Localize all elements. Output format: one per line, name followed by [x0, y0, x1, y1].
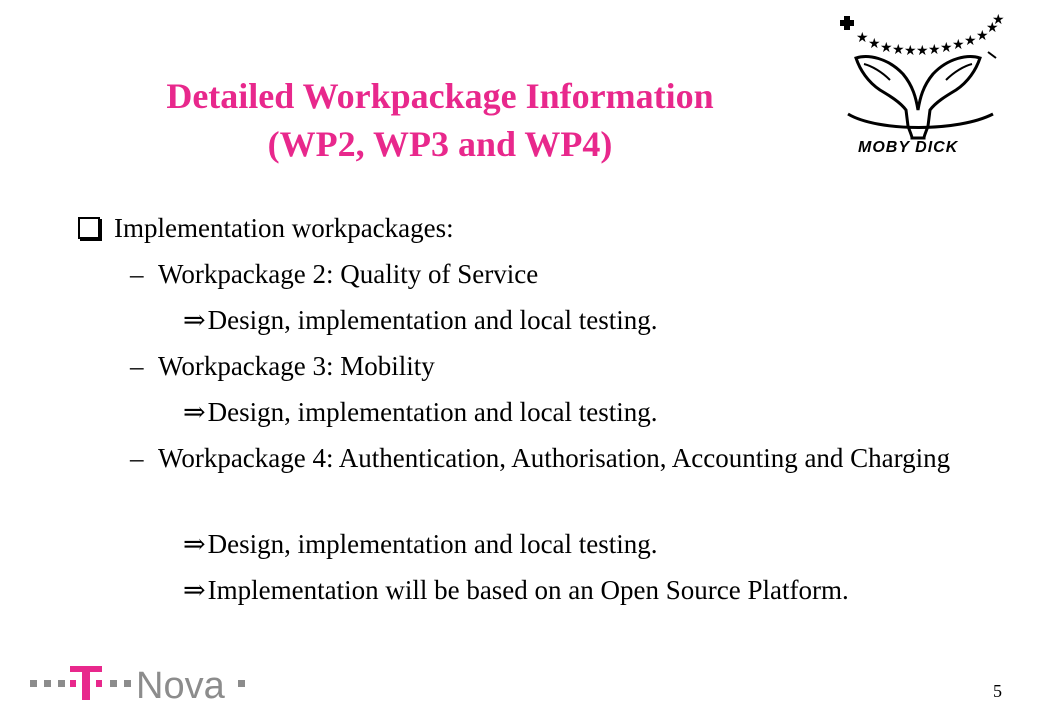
main-bullet	[78, 208, 454, 248]
svg-text:Nova: Nova	[136, 665, 225, 706]
implies-arrow-icon: ⇒	[183, 575, 206, 605]
sub-item	[183, 572, 849, 608]
svg-text:★: ★	[952, 37, 965, 53]
implies-arrow-icon: ⇒	[183, 529, 206, 559]
svg-text:★: ★	[904, 43, 917, 59]
title-line-1: Detailed Workpackage Information	[166, 76, 714, 116]
implies-arrow-icon: ⇒	[183, 397, 206, 427]
dash-marker: –	[130, 259, 144, 289]
list-item-wp4	[130, 440, 990, 476]
svg-text:★: ★	[992, 14, 1005, 28]
title-line-2: (WP2, WP3 and WP4)	[267, 124, 613, 164]
item-text: Workpackage 4: Authentication, Authorisation, Accounting and Charging	[158, 443, 951, 473]
implies-arrow-icon: ⇒	[183, 305, 206, 335]
svg-text:★: ★	[916, 43, 929, 59]
dash-marker: –	[130, 351, 144, 381]
sub-item	[183, 394, 658, 430]
item-text: Workpackage 3: Mobility	[158, 351, 435, 381]
sub-item	[183, 302, 658, 338]
sub-item	[183, 526, 658, 562]
t-nova-logo	[28, 656, 268, 706]
sub-item-text: Implementation will be based on an Open Source Platform.	[207, 575, 849, 605]
sub-item-text: Design, implementation and local testing.	[207, 529, 658, 559]
svg-text:★: ★	[940, 40, 953, 56]
svg-text:★: ★	[928, 42, 941, 58]
checkbox-bullet-icon	[78, 217, 100, 239]
sub-item-text: Design, implementation and local testing.	[207, 305, 658, 335]
item-text: Workpackage 2: Quality of Service	[158, 259, 539, 289]
list-item-wp2	[130, 256, 990, 292]
svg-text:★: ★	[868, 36, 881, 52]
list-item-wp3	[130, 348, 990, 384]
sub-item-text: Design, implementation and local testing.	[207, 397, 658, 427]
page-number: 5	[993, 681, 1002, 701]
svg-text:★: ★	[856, 30, 869, 46]
logo-caption: MOBY DICK	[858, 139, 959, 156]
svg-text:★: ★	[986, 20, 999, 36]
svg-text:★: ★	[892, 42, 905, 58]
dash-marker: –	[130, 443, 144, 473]
svg-text:★: ★	[880, 40, 893, 56]
svg-text:★: ★	[976, 28, 989, 44]
slide-title	[120, 72, 760, 168]
svg-text:★: ★	[964, 33, 977, 49]
bullet-text: Implementation workpackages:	[114, 213, 454, 243]
